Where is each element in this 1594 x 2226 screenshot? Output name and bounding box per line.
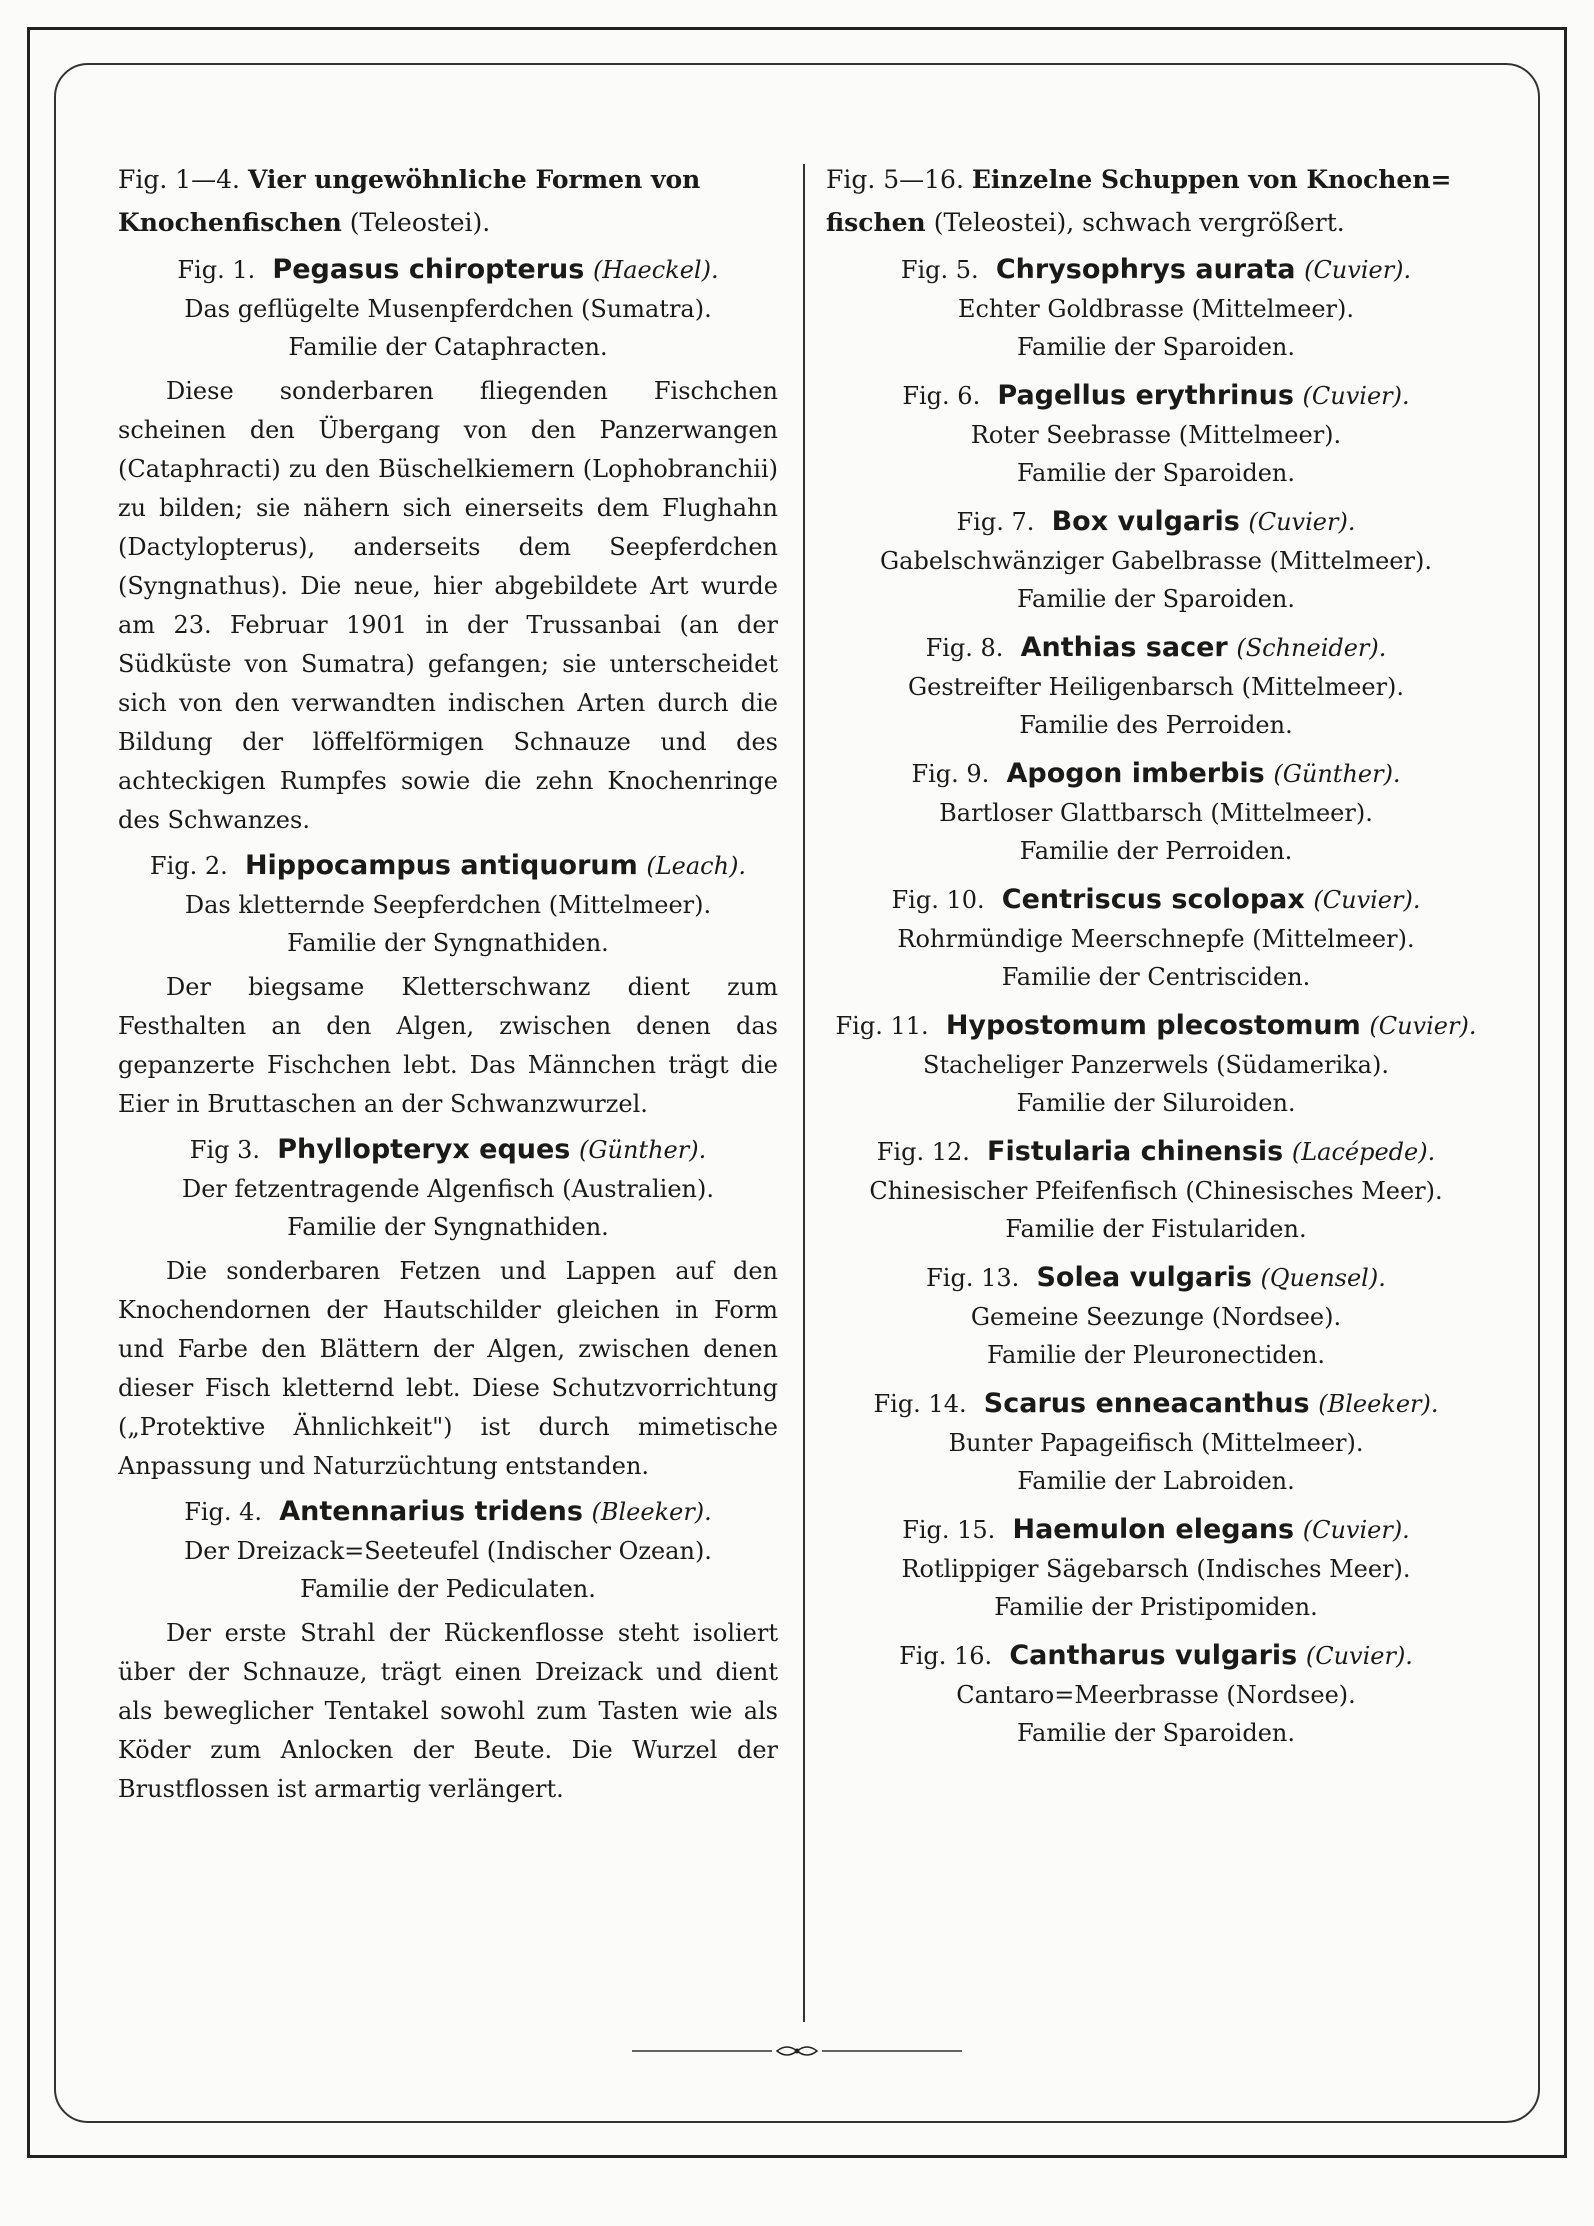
family-name: Familie der Sparoiden. bbox=[1017, 333, 1295, 361]
entry-heading bbox=[118, 250, 778, 290]
fig-number: Fig 3. bbox=[189, 1136, 261, 1164]
entry-fig-16 bbox=[826, 1636, 1486, 1752]
entry-fig-8 bbox=[826, 628, 1486, 744]
description: Der biegsame Kletterschwanz dient zum Festhalten an den Algen, zwischen denen das gepanzerte Fischchen lebt. Das Männchen trägt die Eier in Bruttaschen an der Schwanzwurzel. bbox=[118, 973, 778, 1118]
description: Die sonderbaren Fetzen und Lappen auf den Knochendornen der Hautschilder gleichen in Form und Farbe den Blättern der Algen, zwischen denen dieser Fisch kletternd lebt. Diese Schutzvorrichtung („Protektive Ähnlichkeit") ist durch mimetische Anpassung und Naturzüchtung entstanden. bbox=[118, 1257, 778, 1480]
common-name: Das kletternde Seepferdchen (Mittelmeer). bbox=[184, 891, 712, 919]
family-name: Familie der Centrisciden. bbox=[1001, 963, 1311, 991]
fig-number: Fig. 1. bbox=[177, 256, 256, 284]
common-name: Rotlippiger Sägebarsch (Indisches Meer). bbox=[901, 1555, 1411, 1583]
entry-heading bbox=[826, 754, 1486, 794]
entry-heading bbox=[826, 1636, 1486, 1676]
family-name: Familie der Fistulariden. bbox=[1005, 1215, 1307, 1243]
description: Der erste Strahl der Rückenflosse steht isoliert über der Schnauze, trägt einen Dreizack und dient als beweglicher Tentakel sowohl zum Tasten wie als Köder zum Anlocken der Beute. Die Wurzel der Brustflossen ist armartig verlängert. bbox=[118, 1619, 778, 1803]
ornament-divider bbox=[632, 2042, 962, 2060]
family-name: Familie der Sparoiden. bbox=[1017, 459, 1295, 487]
scientific-name: Cantharus vulgaris bbox=[1009, 1640, 1298, 1671]
entry-heading bbox=[826, 628, 1486, 668]
common-name: Echter Goldbrasse (Mittelmeer). bbox=[957, 295, 1355, 323]
fig-number: Fig. 11. bbox=[835, 1012, 929, 1040]
entry-heading bbox=[118, 846, 778, 886]
entry-heading bbox=[826, 1006, 1486, 1046]
fig-number: Fig. 16. bbox=[899, 1642, 993, 1670]
author: (Cuvier). bbox=[1302, 1516, 1410, 1544]
fig-number: Fig. 9. bbox=[911, 760, 990, 788]
common-name: Chinesischer Pfeifenfisch (Chinesisches Meer). bbox=[869, 1177, 1443, 1205]
common-name: Der fetzentragende Algenfisch (Australien). bbox=[181, 1175, 714, 1203]
common-name: Gestreifter Heiligenbarsch (Mittelmeer). bbox=[907, 673, 1405, 701]
entry-heading bbox=[826, 1510, 1486, 1550]
scientific-name: Box vulgaris bbox=[1051, 506, 1240, 537]
family-name: Familie der Sparoiden. bbox=[1017, 1719, 1295, 1747]
description: Diese sonderbaren fliegenden Fischchen scheinen den Übergang von den Panzerwangen (Cataphracti) zu den Büschelkiemern (Lophobranchii) zu bilden; sie nähern sich einerseits dem Flughahn (Dactylopterus), anderseits dem Seepferdchen (Syngnathus). Die neue, hier abgebildete Art wurde am 23. Februar 1901 in der Trussanbai (an der Südküste von Sumatra) gefangen; sie unterscheidet sich von den verwandten indischen Arten durch die Bildung der löffelförmigen Schnauze und des achteckigen Rumpfes sowie die zehn Knochenringe des Schwanzes. bbox=[118, 377, 778, 834]
fig-number: Fig. 15. bbox=[902, 1516, 996, 1544]
left-column bbox=[118, 158, 778, 1809]
family-name: Familie der Syngnathiden. bbox=[287, 1213, 609, 1241]
scale-entry-list bbox=[826, 250, 1486, 1752]
entry-fig-2 bbox=[118, 846, 778, 1124]
entry-fig-15 bbox=[826, 1510, 1486, 1626]
entry-heading bbox=[826, 1384, 1486, 1424]
author: (Lacépede). bbox=[1291, 1138, 1436, 1166]
scientific-name: Centriscus scolopax bbox=[1001, 884, 1305, 915]
author: (Leach). bbox=[646, 852, 747, 880]
entry-fig-4 bbox=[118, 1492, 778, 1809]
author: (Schneider). bbox=[1236, 634, 1387, 662]
fig-number: Fig. 5. bbox=[900, 256, 979, 284]
entry-fig-12 bbox=[826, 1132, 1486, 1248]
author: (Bleeker). bbox=[1318, 1390, 1439, 1418]
author: (Haeckel). bbox=[592, 256, 719, 284]
scientific-name: Apogon imberbis bbox=[1006, 758, 1265, 789]
section-title-cont: fischen bbox=[826, 208, 926, 237]
entry-fig-11 bbox=[826, 1006, 1486, 1122]
common-name: Cantaro=Meerbrasse (Nordsee). bbox=[956, 1681, 1356, 1709]
entry-heading bbox=[826, 880, 1486, 920]
family-name: Familie der Cataphracten. bbox=[288, 333, 608, 361]
family-name: Familie der Siluroiden. bbox=[1016, 1089, 1296, 1117]
right-column bbox=[826, 158, 1486, 1752]
author: (Cuvier). bbox=[1313, 886, 1421, 914]
fig-number: Fig. 8. bbox=[925, 634, 1004, 662]
scientific-name: Hippocampus antiquorum bbox=[244, 850, 638, 881]
entry-fig-14 bbox=[826, 1384, 1486, 1500]
fig-number: Fig. 5—16. bbox=[826, 165, 964, 194]
fig-number: Fig. 10. bbox=[891, 886, 985, 914]
author: (Cuvier). bbox=[1248, 508, 1356, 536]
entry-fig-6 bbox=[826, 376, 1486, 492]
common-name: Bartloser Glattbarsch (Mittelmeer). bbox=[939, 799, 1373, 827]
scientific-name: Hypostomum plecostomum bbox=[945, 1010, 1361, 1041]
scientific-name: Solea vulgaris bbox=[1036, 1262, 1252, 1293]
author: (Günther). bbox=[578, 1136, 707, 1164]
fig-number: Fig. 12. bbox=[876, 1138, 970, 1166]
family-name: Familie der Pediculaten. bbox=[300, 1575, 596, 1603]
entry-heading bbox=[826, 376, 1486, 416]
family-name: Familie der Perroiden. bbox=[1019, 837, 1293, 865]
entry-heading bbox=[118, 1130, 778, 1170]
entry-heading bbox=[826, 1132, 1486, 1172]
common-name: Das geflügelte Musenpferdchen (Sumatra). bbox=[184, 295, 712, 323]
author: (Cuvier). bbox=[1304, 256, 1412, 284]
scientific-name: Pagellus erythrinus bbox=[997, 380, 1294, 411]
section-subtitle: (Teleostei). bbox=[349, 208, 491, 237]
family-name: Familie der Sparoiden. bbox=[1017, 585, 1295, 613]
scientific-name: Chrysophrys aurata bbox=[995, 254, 1296, 285]
common-name: Gabelschwänziger Gabelbrasse (Mittelmeer). bbox=[880, 547, 1432, 575]
author: (Cuvier). bbox=[1369, 1012, 1477, 1040]
common-name: Roter Seebrasse (Mittelmeer). bbox=[970, 421, 1342, 449]
fig-number: Fig. 7. bbox=[956, 508, 1035, 536]
scientific-name: Pegasus chiropterus bbox=[272, 254, 585, 285]
entry-fig-13 bbox=[826, 1258, 1486, 1374]
entry-fig-9 bbox=[826, 754, 1486, 870]
section-title: Vier ungewöhnliche Formen von bbox=[247, 165, 701, 194]
family-name: Familie der Labroiden. bbox=[1017, 1467, 1295, 1495]
column-divider bbox=[803, 164, 805, 2022]
common-name: Rohrmündige Meerschnepfe (Mittelmeer). bbox=[897, 925, 1415, 953]
common-name: Stacheliger Panzerwels (Südamerika). bbox=[923, 1051, 1389, 1079]
right-section-header bbox=[826, 158, 1486, 244]
section-subtitle: (Teleostei), schwach vergrößert. bbox=[933, 208, 1345, 237]
family-name: Familie der Syngnathiden. bbox=[287, 929, 609, 957]
family-name: Familie der Pristipomiden. bbox=[994, 1593, 1318, 1621]
entry-heading bbox=[826, 502, 1486, 542]
author: (Quensel). bbox=[1260, 1264, 1386, 1292]
family-name: Familie des Perroiden. bbox=[1019, 711, 1293, 739]
scientific-name: Scarus enneacanthus bbox=[983, 1388, 1310, 1419]
scientific-name: Anthias sacer bbox=[1020, 632, 1228, 663]
scientific-name: Phyllopteryx eques bbox=[277, 1134, 571, 1165]
common-name: Gemeine Seezunge (Nordsee). bbox=[970, 1303, 1342, 1331]
fig-number: Fig. 14. bbox=[873, 1390, 967, 1418]
entry-fig-5 bbox=[826, 250, 1486, 366]
author: (Cuvier). bbox=[1305, 1642, 1413, 1670]
scientific-name: Haemulon elegans bbox=[1012, 1514, 1295, 1545]
common-name: Bunter Papageifisch (Mittelmeer). bbox=[948, 1429, 1364, 1457]
fig-number: Fig. 6. bbox=[902, 382, 981, 410]
author: (Günther). bbox=[1273, 760, 1401, 788]
fig-number: Fig. 4. bbox=[184, 1498, 263, 1526]
entry-fig-3 bbox=[118, 1130, 778, 1486]
entry-heading bbox=[826, 1258, 1486, 1298]
section-title-cont: Knochenfischen bbox=[118, 208, 342, 237]
fig-number: Fig. 2. bbox=[149, 852, 228, 880]
scientific-name: Fistularia chinensis bbox=[987, 1136, 1284, 1167]
entry-fig-7 bbox=[826, 502, 1486, 618]
left-section-header bbox=[118, 158, 778, 244]
common-name: Der Dreizack=Seeteufel (Indischer Ozean). bbox=[184, 1537, 712, 1565]
entry-fig-10 bbox=[826, 880, 1486, 996]
section-title: Einzelne Schuppen von Knochen= bbox=[971, 165, 1452, 194]
fig-number: Fig. 1—4. bbox=[118, 165, 240, 194]
author: (Cuvier). bbox=[1302, 382, 1410, 410]
entry-heading bbox=[118, 1492, 778, 1532]
entry-heading bbox=[826, 250, 1486, 290]
author: (Bleeker). bbox=[591, 1498, 712, 1526]
entry-fig-1 bbox=[118, 250, 778, 840]
family-name: Familie der Pleuronectiden. bbox=[986, 1341, 1326, 1369]
scientific-name: Antennarius tridens bbox=[279, 1496, 583, 1527]
fig-number: Fig. 13. bbox=[926, 1264, 1020, 1292]
